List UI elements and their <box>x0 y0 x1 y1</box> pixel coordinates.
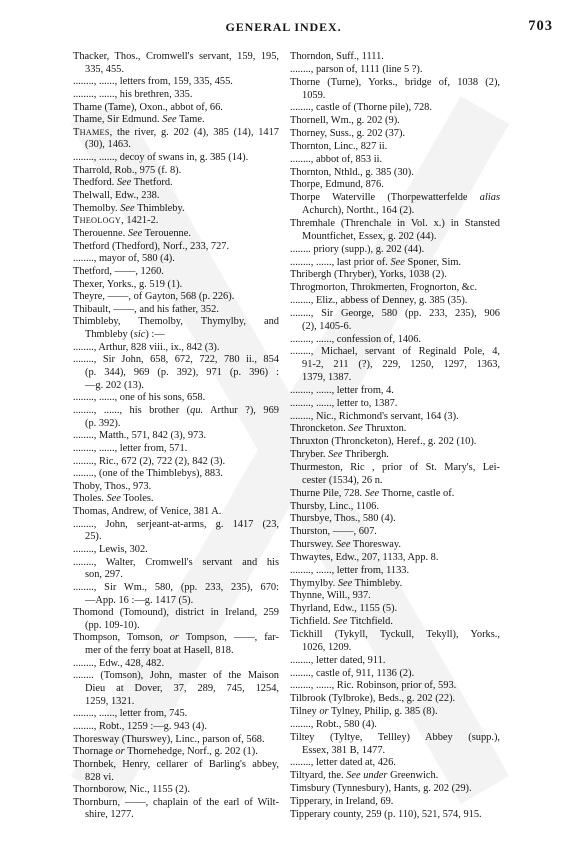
index-entry-line: Mountfichet, Essex, g. 202 (44). <box>302 230 437 242</box>
index-entry-line: Theyre, ——, of Gayton, 568 (p. 226). <box>73 291 235 303</box>
index-entry-line <box>73 493 279 506</box>
index-entry-line: Thorndon, Suff., 1111. <box>290 51 384 62</box>
index-entry-line: Thyrland, Edw., 1155 (5). <box>290 603 398 615</box>
index-entry <box>73 481 279 494</box>
index-entry-line: ........, Sir Wm., 580, (pp. 233, 235), 670: <box>73 581 279 593</box>
index-entry-line: Achurch), Northt., 164 (2). <box>302 205 415 217</box>
index-entry-line: 1059. <box>302 89 326 101</box>
text-run: Arthur ?), 969 <box>203 404 279 416</box>
index-entry-line: Dieu at Dover, 37, 289, 745, 1254, <box>85 683 279 695</box>
italic-text-run: See <box>390 256 405 268</box>
index-entry-line <box>290 578 500 591</box>
text-run: Sponer, Sim. <box>404 256 462 268</box>
index-entry-line: cester (1534), 26 n. <box>302 474 383 486</box>
text-run: Tompson, ——, far- <box>178 632 279 644</box>
index-entry-line: ........, Michael, servant of Reginald Pole, 4, <box>290 346 500 358</box>
index-entry-line: 91-2, 211 (?), 229, 1250, 1297, 1363, <box>302 359 500 371</box>
running-head-title: GENERAL INDEX. <box>225 20 342 34</box>
index-entry <box>290 102 500 115</box>
index-entry <box>290 115 500 128</box>
index-entry-line: ........, mayor of, 580 (4). <box>73 253 175 265</box>
index-entry-line <box>73 177 279 190</box>
italic-text-run: See <box>348 423 363 435</box>
index-entry-line: (pp. 109-10). <box>85 619 140 631</box>
index-entry <box>290 167 500 180</box>
index-entry-line: ........, ......, letter from, 1133. <box>290 564 410 576</box>
index-entry <box>290 411 500 424</box>
index-entry <box>290 128 500 141</box>
index-entry <box>290 269 500 282</box>
index-entry <box>290 590 500 603</box>
index-entry-line: ........, letter dated at, 426. <box>290 757 396 769</box>
index-entry-line: (30), 1463. <box>85 139 131 151</box>
text-run: ........, ......, his brother ( <box>73 404 191 416</box>
index-entry-line: ........, letter dated, 911. <box>290 654 386 666</box>
index-entry-line: Thornbek, Henry, cellarer of Barling's abbey, <box>73 758 279 770</box>
index-entry <box>290 295 500 308</box>
index-entry-line: Thorney, Suss., g. 202 (37). <box>290 128 406 140</box>
italic-text-run: See <box>332 616 348 628</box>
text-run: Tylney, Philip, g. 385 (8). <box>328 706 438 718</box>
index-entry-line: Thursbye, Thos., 580 (4). <box>290 513 396 525</box>
index-entry <box>290 719 500 732</box>
text-run: Titchfield. <box>347 616 393 628</box>
index-entry <box>290 77 500 103</box>
index-entry <box>290 655 500 668</box>
index-entry <box>73 177 279 190</box>
text-run: Thryber. <box>290 449 329 461</box>
index-entry <box>73 51 279 76</box>
text-run: Thetford. <box>131 177 173 189</box>
index-column-right <box>290 51 500 822</box>
italic-text-run: qu. <box>190 404 204 416</box>
italic-text-run: alias <box>479 192 500 204</box>
index-entry-line: —App. 16 :—g. 1417 (5). <box>85 594 194 606</box>
index-entry <box>290 334 500 347</box>
index-entry-line: mer of the ferry boat at Hasell, 818. <box>85 645 234 657</box>
index-entry <box>73 152 279 165</box>
text-run: Thornehedge, Norf., g. 202 (1). <box>124 746 258 758</box>
index-entry <box>290 629 500 655</box>
index-entry-line: ........, Robt., 1259 :—g. 943 (4). <box>73 720 207 732</box>
index-entry-line: ........, (one of the Thimblebys), 883. <box>73 468 223 480</box>
index-entry <box>73 708 279 721</box>
index-entry-line: Thurston, ——, 607. <box>290 526 377 538</box>
text-run: Tiltyard, the. <box>290 770 347 782</box>
index-entry <box>290 603 500 616</box>
index-entry-line: ........, ......, letters from, 159, 335, 455. <box>73 76 233 88</box>
italic-text-run: See <box>127 227 143 239</box>
index-entry-line <box>290 192 500 205</box>
index-entry-line: ........, Sir George, 580 (pp. 233, 235), 906 <box>290 307 500 319</box>
index-entry <box>73 405 279 430</box>
italic-text-run: See <box>336 539 351 551</box>
index-entry <box>290 770 500 783</box>
index-entry-line: Thoby, Thos., 973. <box>73 480 152 492</box>
index-entry-line: ........, Matth., 571, 842 (3), 973. <box>73 430 207 442</box>
index-column-left <box>73 51 279 822</box>
index-entry <box>73 430 279 443</box>
index-entry-line <box>73 215 279 228</box>
index-entry-line <box>73 632 279 645</box>
index-entry <box>290 783 500 796</box>
italic-text-run: See <box>364 487 380 499</box>
index-entry-line: Thorne (Turne), Yorks., bridge of, 1038 (2), <box>290 76 500 88</box>
index-entry-line: Thetford, ——, 1260. <box>73 265 164 277</box>
index-entry-line: Thribergh (Thryber), Yorks, 1038 (2). <box>290 269 447 281</box>
text-run: Thimbleby. <box>352 577 403 589</box>
index-entry <box>73 670 279 708</box>
index-entry <box>290 668 500 681</box>
index-entry-line <box>73 127 279 140</box>
italic-text-run: See <box>120 202 135 214</box>
index-entry-line: ........, Sir John, 658, 672, 722, 780 ii., 854 <box>73 354 279 366</box>
index-entry <box>73 392 279 405</box>
italic-text-run: or <box>115 746 125 758</box>
index-entry-line: Timsbury (Tynnesbury), Hants, g. 202 (29). <box>290 783 472 795</box>
index-entry <box>73 127 279 152</box>
index-entry-line: Tharrold, Rob., 975 (f. 8). <box>73 164 182 176</box>
italic-text-run: sic <box>133 329 146 341</box>
italic-text-run: or <box>319 706 329 718</box>
page-number: 703 <box>528 18 553 34</box>
index-entry <box>73 746 279 759</box>
index-entry <box>73 582 279 607</box>
index-entry-line: ........, Robt., 580 (4). <box>290 718 377 730</box>
index-entry-line: ........, Edw., 428, 482. <box>73 657 165 669</box>
index-entry <box>290 385 500 398</box>
text-run: Thedford. <box>73 177 117 189</box>
index-entry-line: 25). <box>85 531 102 543</box>
index-entry-line: 335, 455. <box>85 63 124 75</box>
index-entry <box>290 706 500 719</box>
index-entry-line: ........, ......, Ric. Robinson, prior of, 593. <box>290 680 457 692</box>
small-caps-heading: THEOLOGY <box>73 215 122 227</box>
index-entry-line: (p. 392). <box>85 417 121 429</box>
index-entry-line <box>290 449 500 462</box>
index-entry-line: Thacker, Thos., Cromwell's servant, 159, 195, <box>73 51 279 62</box>
index-entry-line: Thomas, Andrew, of Venice, 381 A. <box>73 506 222 518</box>
italic-text-run: See <box>337 577 353 589</box>
index-entry <box>290 578 500 591</box>
index-entry <box>290 308 500 334</box>
text-run: Thame, Sir Edmund. <box>73 114 163 126</box>
index-entry <box>73 456 279 469</box>
index-entry-line: ........, castle of, 911, 1136 (2). <box>290 667 415 679</box>
index-entry <box>73 241 279 254</box>
text-run: Tooles. <box>120 493 154 505</box>
index-entry-line: Thornton, Nthld., g. 385 (30). <box>290 166 414 178</box>
index-entry-line <box>73 329 279 342</box>
text-run: Thurswey. <box>290 539 337 551</box>
index-entry <box>290 257 500 270</box>
index-entry-line: Thelwall, Edw., 238. <box>73 190 160 202</box>
index-entry-line: Throgmorton, Throkmerten, Frognorton, &c. <box>290 282 478 294</box>
index-entry-line: Thursby, Linc., 1106. <box>290 500 379 512</box>
index-entry <box>290 218 500 244</box>
text-run: , 1421-2. <box>121 215 159 227</box>
index-entry-line: Thornton, Linc., 827 ii. <box>290 140 388 152</box>
index-entry-line: Thomond (Tomound), district in Ireland, 259 <box>73 607 279 619</box>
index-entry-line: 1259, 1321. <box>85 695 135 707</box>
index-entry <box>290 565 500 578</box>
text-run: Greenwich. <box>387 770 439 782</box>
index-entry-line: Tipperary county, 259 (p. 110), 521, 574, 915. <box>290 808 482 820</box>
index-entry-line: Thorpe, Edmund, 876. <box>290 179 384 191</box>
index-entry <box>73 784 279 797</box>
index-entry <box>73 797 279 822</box>
text-run: Thorpe Waterville (Thorpewatterfelde <box>290 192 480 204</box>
index-entry <box>73 734 279 747</box>
index-entry <box>290 488 500 501</box>
index-entry <box>73 632 279 657</box>
index-entry <box>73 506 279 519</box>
index-entry-line: ........, Arthur, 828 viii., ix., 842 (3). <box>73 341 220 353</box>
index-entry-line: ........, castle of (Thorne pile), 728. <box>290 102 432 114</box>
index-entry <box>290 552 500 565</box>
index-entry <box>73 102 279 115</box>
index-entry-line: ........, ......, decoy of swans in, g. 385 (14). <box>73 152 249 164</box>
index-entry <box>290 244 500 257</box>
index-entry-line: Tickhill (Tykyll, Tyckull, Tekyll), Yorks., <box>290 628 500 640</box>
index-entry-line: (2), 1405-6. <box>302 320 352 332</box>
index-entry-line: ........, ......, letter from, 571. <box>73 442 188 454</box>
italic-text-run: See <box>106 493 121 505</box>
index-entry <box>290 179 500 192</box>
index-entry <box>73 291 279 304</box>
index-entry <box>290 809 500 822</box>
index-entry <box>73 253 279 266</box>
index-entry <box>290 539 500 552</box>
text-run: Thribergh. <box>342 449 389 461</box>
index-entry <box>73 203 279 216</box>
index-entry <box>290 436 500 449</box>
index-entry <box>73 493 279 506</box>
text-run: Tilney <box>290 706 320 718</box>
index-entry <box>290 346 500 385</box>
text-run: Thruxton. <box>362 423 407 435</box>
text-run: Throncketon. <box>290 423 349 435</box>
index-entry <box>290 154 500 167</box>
index-entry-line: Thetford (Thedford), Norf., 233, 727. <box>73 240 230 252</box>
text-run: Thorne, castle of. <box>379 487 455 499</box>
index-entry-line: ........, ......, his brethren, 335. <box>73 88 193 100</box>
index-entry <box>290 757 500 770</box>
index-entry <box>73 266 279 279</box>
index-entry-line <box>73 228 279 241</box>
italic-text-run: or <box>169 632 179 644</box>
index-entry-line: (p. 344), 969 (p. 392), 971 (p. 396) : <box>85 367 279 379</box>
index-entry <box>73 114 279 127</box>
index-entry <box>73 721 279 734</box>
index-entry <box>73 519 279 544</box>
index-entry-line: ........, John, serjeant-at-arms, g. 1417 (23, <box>73 518 279 530</box>
index-entry <box>73 342 279 355</box>
index-entry-line: Thornborow, Nic., 1155 (2). <box>73 784 190 796</box>
index-entry <box>290 192 500 218</box>
small-caps-heading: THAMES <box>73 126 110 138</box>
index-entry <box>73 228 279 241</box>
index-entry-line <box>290 539 500 552</box>
index-entry <box>73 304 279 317</box>
index-entry-line: ........ (Tomson), John, master of the Maison <box>73 670 279 682</box>
text-run: Tholes. <box>73 493 107 505</box>
index-entry-line: shire, 1277. <box>85 809 134 821</box>
index-entry-line: Tipperary, in Ireland, 69. <box>290 795 394 807</box>
text-run: Thurne Pile, 728. <box>290 487 365 499</box>
index-entry-line: ........, Walter, Cromwell's servant and his <box>73 556 279 568</box>
text-run: Therouenne. <box>73 227 128 239</box>
index-entry <box>73 76 279 89</box>
index-entry-line <box>290 257 500 270</box>
index-entry <box>290 462 500 488</box>
index-entry <box>73 443 279 456</box>
index-entry-line: Thame (Tame), Oxon., abbot of, 66. <box>73 101 223 113</box>
index-entry <box>73 354 279 392</box>
text-run: Terouenne. <box>142 227 191 239</box>
text-run: Thmbleby ( <box>85 329 134 341</box>
text-run: Thoresway. <box>350 539 401 551</box>
index-entry-line <box>73 114 279 127</box>
text-run: Thornage <box>73 746 116 758</box>
index-entry-line: ........, ......, one of his sons, 658. <box>73 392 206 404</box>
text-run: Tichfield. <box>290 616 333 628</box>
index-entry <box>290 282 500 295</box>
index-entry-line: Thurmeston, Ric , prior of St. Mary's, Lei- <box>290 462 500 473</box>
index-entry-line: son, 297. <box>85 569 123 581</box>
index-entry <box>290 51 500 64</box>
index-entry <box>290 616 500 629</box>
index-entry <box>290 796 500 809</box>
index-entry <box>73 190 279 203</box>
index-entry-line: Tiltey (Tyltye, Tellley) Abbey (supp.), <box>290 731 500 743</box>
index-entry-line: ........, parson of, 1111 (line 5 ?). <box>290 63 423 75</box>
index-entry-line <box>73 203 279 216</box>
index-entry <box>290 526 500 539</box>
index-entry-line <box>73 746 279 759</box>
index-entry-line <box>290 706 500 719</box>
index-entry-line: —g. 202 (13). <box>85 379 144 391</box>
index-entry-line: Thexer, Yorks., g. 519 (1). <box>73 278 183 290</box>
index-entry-line <box>290 616 500 629</box>
index-entry-line: ........, ......, letter to, 1387. <box>290 397 398 409</box>
index-entry-line: 828 vi. <box>85 771 114 783</box>
text-run: ) :— <box>145 329 165 341</box>
index-entry <box>73 658 279 671</box>
index-entry-line: ........, Nic., Richmond's servant, 164 (3). <box>290 410 459 422</box>
index-entry-line: Thibault, ——, and his father, 352. <box>73 303 219 315</box>
text-run: Themolby. <box>73 202 121 214</box>
index-entry <box>73 544 279 557</box>
italic-text-run: See under <box>346 770 388 782</box>
index-entry <box>290 680 500 693</box>
index-entry-line: Thornburn, ——, chaplain of the earl of Wilt- <box>73 796 279 808</box>
index-entry-line <box>290 423 500 436</box>
index-entry-line <box>290 770 500 783</box>
index-entry <box>73 165 279 178</box>
index-entry-line: Thwaytes, Edw., 207, 1133, App. 8. <box>290 551 439 563</box>
index-entry-line: ........, abbot of, 853 ii. <box>290 153 383 165</box>
index-entry <box>73 215 279 228</box>
text-run: Tame. <box>176 114 205 126</box>
index-entry <box>73 316 279 341</box>
index-entry-line: ........, ......, letter from, 4. <box>290 384 394 396</box>
index-entry <box>290 423 500 436</box>
index-entry <box>290 732 500 758</box>
index-entry-line: Essex, 381 B, 1477. <box>302 744 386 756</box>
index-entry <box>73 89 279 102</box>
text-run: Thymylby. <box>290 577 338 589</box>
text-run: ........, ......, last prior of. <box>290 256 391 268</box>
index-entry-line: ........, Eliz., abbess of Denney, g. 385 (35). <box>290 295 468 307</box>
index-entry-line <box>290 488 500 501</box>
index-entry-line: Thremhale (Threnchale in Vol. x.) in Stansted <box>290 217 500 229</box>
italic-text-run: See <box>328 449 343 461</box>
index-entry-line: Thruxton (Throncketon), Heref., g. 202 (10). <box>290 436 477 448</box>
index-entry-line: ........, Ric., 672 (2), 722 (2), 842 (3). <box>73 455 226 467</box>
index-entry-line: Thynne, Will., 937. <box>290 590 371 602</box>
index-entry <box>73 607 279 632</box>
index-entry-line: ........, ......, letter from, 745. <box>73 708 188 720</box>
index-entry <box>290 449 500 462</box>
index-entry <box>73 759 279 784</box>
index-entry <box>290 398 500 411</box>
text-run: , the river, g. 202 (4), 385 (14), 1417 <box>109 126 279 138</box>
text-run: Thimbleby. <box>134 202 185 214</box>
index-entry <box>73 279 279 292</box>
index-entry-line: Thoresway (Thurswey), Linc., parson of, 568. <box>73 733 265 745</box>
index-entry-line: Thornell, Wm., g. 202 (9). <box>290 115 400 127</box>
index-entry <box>290 513 500 526</box>
index-entry <box>73 468 279 481</box>
index-entry-line: 1026, 1209. <box>302 641 352 653</box>
index-entry <box>290 64 500 77</box>
italic-text-run: See <box>116 177 132 189</box>
index-entry-line: ........ priory (supp.), g. 202 (44). <box>290 243 425 255</box>
text-run: Thompson, Tomson, <box>73 632 170 644</box>
italic-text-run: See <box>162 114 177 126</box>
index-entry <box>290 693 500 706</box>
index-entry-line: ........, ......, confession of, 1406. <box>290 333 422 345</box>
index-entry-line: Tilbrook (Tylbroke), Beds., g. 202 (22). <box>290 693 456 705</box>
index-entry <box>290 501 500 514</box>
index-entry-line: Thimbleby, Themolby, Thymylby, and <box>73 316 279 328</box>
index-entry-line: ........, Lewis, 302. <box>73 543 148 555</box>
index-entry-line: 1379, 1387. <box>302 372 352 384</box>
index-entry <box>290 141 500 154</box>
index-entry-line <box>73 405 279 418</box>
index-entry <box>73 557 279 582</box>
